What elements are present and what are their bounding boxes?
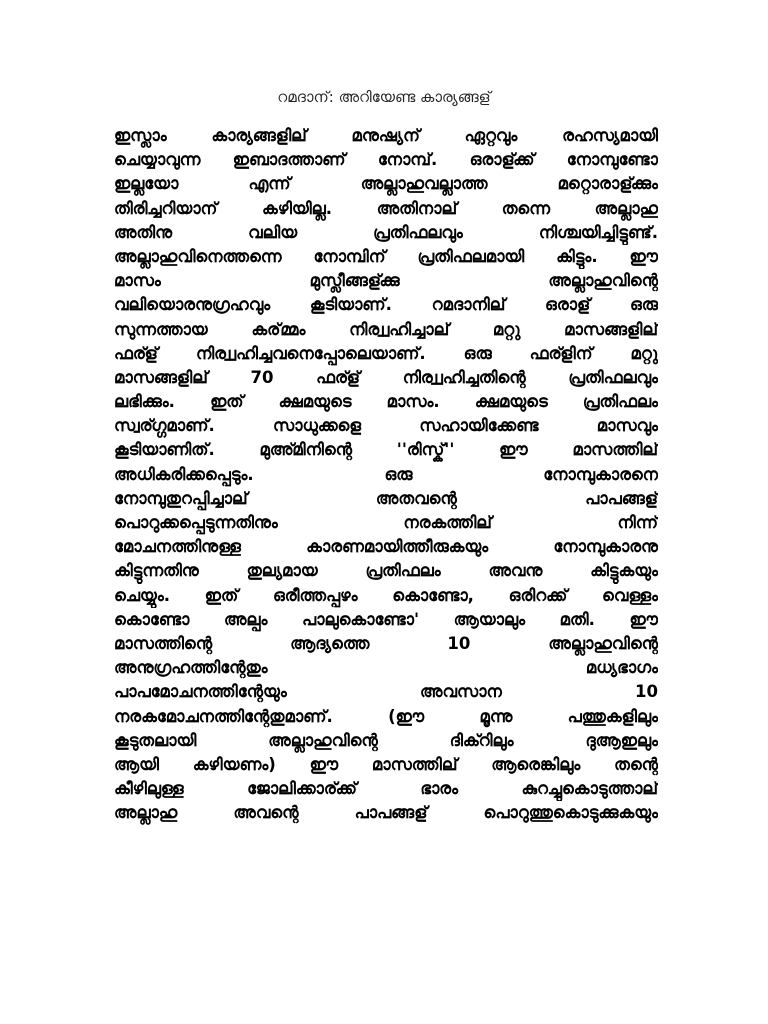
text-line: ഇല്ലയോ എന്ന് അല്ലാഹുവല്ലാത്ത മറ്റൊരാള്ക്കും (114, 174, 658, 194)
text-line: പൊറുക്കപ്പെടുന്നതിനും നരകത്തില് നിന്ന് (114, 513, 658, 532)
text-line: ലഭിക്കും. ഇത് ക്ഷമയുടെ മാസം. ക്ഷമയുടെ പ്രതിഫലം (114, 392, 658, 412)
text-line: കൂടിയാണിത്. മുഅ്മിനിന്റെ ''രിസ്ക്'' ഈ മാസത്തില് (114, 440, 658, 460)
text-line: മോചനത്തിനുള്ള കാരണമായിത്തീരുകയും നോമ്പുകാരനു (114, 537, 658, 557)
text-line: കൊണ്ടോ അല്പം പാലുകൊണ്ടോ' ആയാലും മതി. ഈ (114, 609, 658, 629)
text-line: അധികരിക്കപ്പെടും. ഒരു നോമ്പുകാരനെ (114, 464, 658, 484)
text-line: ചെയ്യാവുന്ന ഇബാദത്താണ് നോമ്പ്. ഒരാള്ക്ക് നോമ്പുണ്ടോ (114, 150, 658, 170)
text-line: കീഴിലുള്ള ജോലിക്കാര്ക്ക് ഭാരം കുറച്ചുകൊടുത്താല് (114, 779, 658, 799)
text-line: ഫര്ള് നിര്വ്വഹിച്ചവനെപ്പോലെയാണ്. ഒരു ഫര്ളിന് മറ്റു (114, 343, 658, 363)
text-line: നരകമോചനത്തിന്റേതുമാണ്. (ഈ മൂന്നു പത്തുകളിലും (114, 706, 658, 726)
text-line: ചെയ്യും. ഇത് ഒരീത്തപ്പഴം കൊണ്ടോ, ഒരിറക്ക് വെള്ളം (114, 585, 658, 605)
text-line: അതിനു വലിയ പ്രതിഫലവും നിശ്ചയിച്ചിട്ടുണ്ട്. (114, 222, 658, 242)
text-line: സ്വര്ഗ്ഗമാണ്. സാധുക്കളെ സഹായിക്കേണ്ട മാസവും (114, 416, 658, 436)
text-line: മാസം മുസ്ലീങ്ങള്ക്കു അല്ലാഹുവിന്റെ (114, 271, 658, 291)
running-title: റമദാന്: അറിയേണ്ട കാര്യങ്ങള് (277, 88, 491, 106)
text-line: തിരിച്ചറിയാന് കഴിയില്ല. അതിനാല് തന്നെ അല്ലാഹു (114, 198, 658, 218)
body-paragraph (114, 124, 658, 825)
text-line: വലിയൊരനുഗ്രഹവും കൂടിയാണ്. റമദാനില് ഒരാള് ഒരു (114, 295, 658, 315)
text-line: ഇസ്ലാം കാര്യങ്ങളില് മനുഷ്യന് ഏറ്റവും രഹസ്യമായി (114, 126, 658, 145)
text-line: അല്ലാഹു അവന്റെ പാപങ്ങള് പൊറുത്തുകൊടുക്കുകയും (114, 803, 658, 823)
text-line: കൂടുതലായി അല്ലാഹുവിന്റെ ദിക്റിലും ദുആഇലും (114, 730, 658, 750)
text-line: അനുഗ്രഹത്തിന്റേതും മധ്യഭാഗം (114, 658, 658, 678)
text-line: നോമ്പുതുറപ്പിച്ചാല് അതവന്റെ പാപങ്ങള് (114, 488, 658, 508)
text-line: പാപമോചനത്തിന്റേയും അവസാന 10 (114, 682, 658, 702)
text-line: സുന്നത്തായ കര്മ്മം നിര്വ്വഹിച്ചാല് മറ്റു മാസങ്ങളില് (114, 319, 658, 339)
text-line: മാസങ്ങളില് 70 ഫര്ള് നിര്വ്വഹിച്ചതിന്റെ പ്രതിഫലവും (114, 367, 658, 387)
text-line: ആയി കഴിയണം) ഈ മാസത്തില് ആരെങ്കിലും തന്റെ (114, 754, 658, 774)
text-line: അല്ലാഹുവിനെത്തന്നെ നോമ്പിന് പ്രതിഫലമായി കിട്ടും. ഈ (114, 246, 658, 266)
text-line: കിട്ടുന്നതിനു തുല്യമായ പ്രതിഫലം അവനു കിട്ടുകയും (114, 561, 658, 581)
text-line: മാസത്തിന്റെ ആദ്യത്തെ 10 അല്ലാഹുവിന്റെ (114, 633, 658, 653)
